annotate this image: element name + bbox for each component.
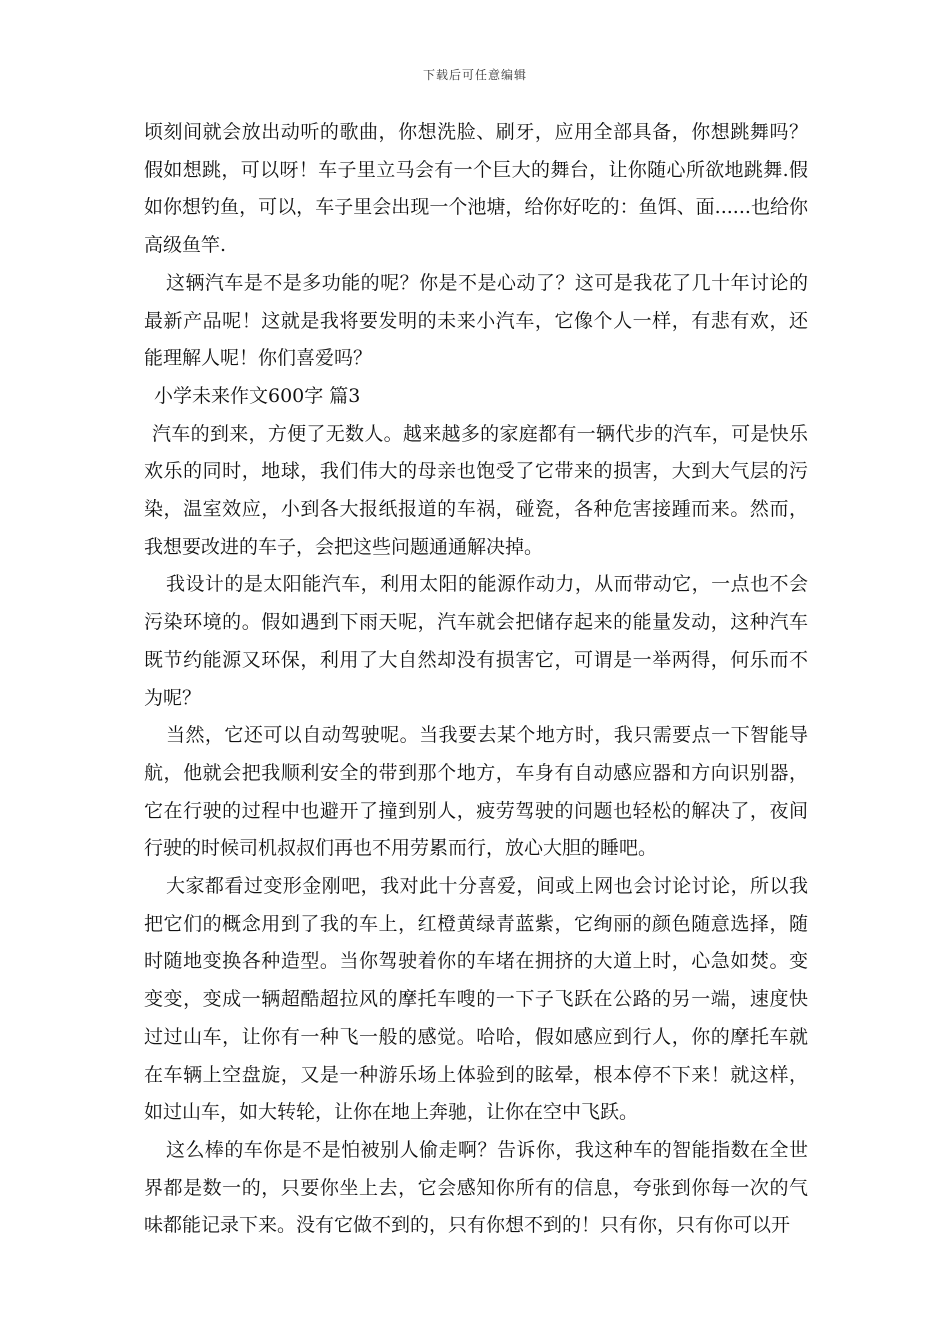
paragraph-transformers: 大家都看过变形金刚吧，我对此十分喜爱，间或上网也会讨论讨论，所以我把它们的概念用到了我的车上，红橙黄绿青蓝紫，它绚丽的颜色随意选择，随时随地变换各种造型。当你驾驶着你的车堵在拥挤的大道上时，心急如焚。变变变，变成一辆超酷超拉风的摩托车嗖的一下子飞跃在公路的另一端，速度快过过山车，让你有一种飞一般的感觉。哈哈，假如感应到行人，你的摩托车就在车辆上空盘旋，又是一种游乐场上体验到的眩晕，根本停不下来！就这样，如过山车，如大转轮，让你在地上奔驰，让你在空中飞跃。: [144, 875, 808, 1124]
page-header: 下载后可任意编辑: [422, 68, 527, 82]
paragraph-continuation: 顷刻间就会放出动听的歌曲，你想洗脸、刷牙，应用全部具备，你想跳舞吗？假如想跳，可以呀！车子里立马会有一个巨大的舞台，让你随心所欲地跳舞.假如你想钓鱼，可以，车子里会出现一个池塘，给你好吃的：鱼饵、面......也给你高级鱼竿.: [144, 121, 808, 257]
section-heading: 小学未来作文600字 篇3: [154, 384, 361, 407]
paragraph-car-arrival: 汽车的到来，方便了无数人。越来越多的家庭都有一辆代步的汽车，可是快乐欢乐的同时，地球，我们伟大的母亲也饱受了它带来的损害，大到大气层的污染，温室效应，小到各大报纸报道的车祸，碰瓷，各种危害接踵而来。然而，我想要改进的车子，会把这些问题通通解决掉。: [144, 422, 808, 558]
paragraph-anti-theft: 这么棒的车你是不是怕被别人偷走啊？告诉你，我这种车的智能指数在全世界都是数一的，只要你坐上去，它会感知你所有的信息，夸张到你每一次的气味都能记录下来。没有它做不到的，只有你想不到的！只有你，只有你可以开: [144, 1138, 808, 1237]
paragraph-autopilot: 当然，它还可以自动驾驶呢。当我要去某个地方时，我只需要点一下智能导航，他就会把我顺利安全的带到那个地方，车身有自动感应器和方向识别器，它在行驶的过程中也避开了撞到别人，疲劳驾驶的问题也轻松的解决了，夜间行驶的时候司机叔叔们再也不用劳累而行，放心大胆的睡吧。: [144, 724, 808, 860]
paragraph-multifunction: 这辆汽车是不是多功能的呢？你是不是心动了？这可是我花了几十年讨论的最新产品呢！这就是我将要发明的未来小汽车，它像个人一样，有悲有欢，还能理解人呢！你们喜爱吗？: [144, 271, 808, 370]
paragraph-solar-car: 我设计的是太阳能汽车，利用太阳的能源作动力，从而带动它，一点也不会污染环境的。假如遇到下雨天呢，汽车就会把储存起来的能量发动，这种汽车既节约能源又环保，利用了大自然却没有损害它，可谓是一举两得，何乐而不为呢？: [144, 573, 808, 709]
essay-body: [144, 114, 808, 1245]
